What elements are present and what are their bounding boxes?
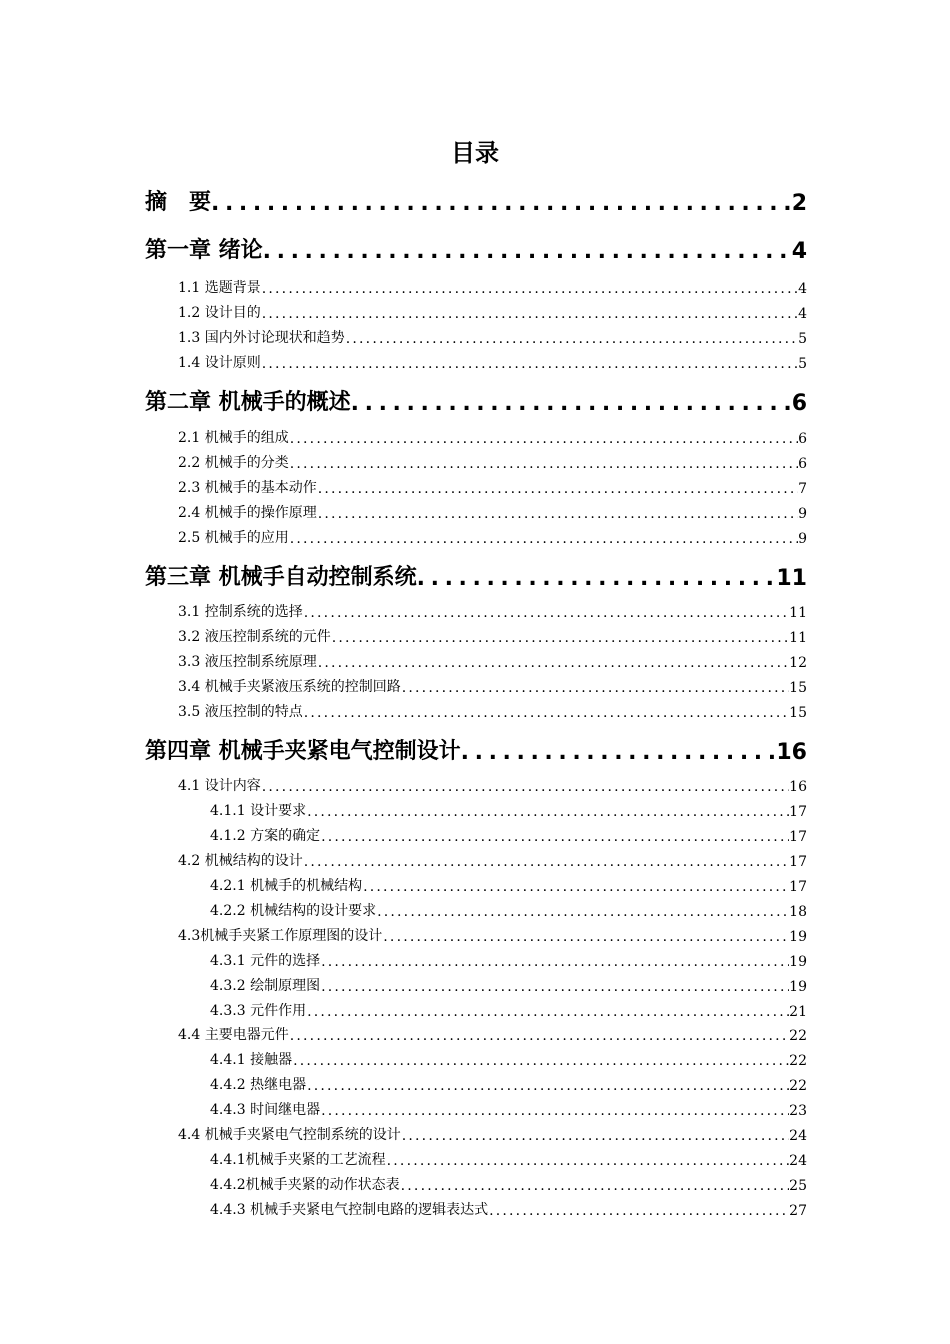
toc-section-entry[interactable]	[178, 452, 807, 472]
dot-leader	[304, 705, 789, 721]
toc-entry-label: 4.2 机械结构的设计	[178, 853, 303, 869]
toc-entry-label: 第一章 绪论	[145, 238, 263, 263]
dot-leader	[304, 854, 789, 870]
toc-section-entry[interactable]	[178, 626, 807, 646]
toc-page-number: 11	[789, 605, 807, 621]
dot-leader	[263, 239, 792, 264]
toc-section-entry[interactable]	[210, 800, 807, 820]
toc-entry-label: 2.2 机械手的分类	[178, 455, 289, 471]
toc-section-entry[interactable]	[178, 502, 807, 522]
toc-page-number: 6	[798, 456, 807, 472]
toc-page-number: 6	[798, 431, 807, 447]
toc-page-number: 15	[789, 680, 807, 696]
dot-leader	[387, 1153, 790, 1169]
toc-section-entry[interactable]	[210, 900, 807, 920]
toc-page-number: 23	[789, 1103, 807, 1119]
toc-entry-label: 4.1.1 设计要求	[210, 803, 307, 819]
dot-leader	[290, 531, 798, 547]
toc-chapter-entry[interactable]	[145, 735, 807, 765]
toc-section-entry[interactable]	[178, 775, 807, 795]
dot-leader	[211, 191, 792, 216]
toc-page-number: 4	[798, 306, 807, 322]
toc-section-entry[interactable]	[178, 1024, 807, 1044]
toc-section-entry[interactable]	[210, 1049, 807, 1069]
dot-leader	[293, 1053, 789, 1069]
toc-page-number: 17	[789, 804, 807, 820]
dot-leader	[402, 680, 789, 696]
toc-entry-label: 4.3.3 元件作用	[210, 1003, 307, 1019]
toc-page-number: 27	[789, 1203, 807, 1219]
toc-page-number: 24	[789, 1128, 807, 1144]
toc-section-entry[interactable]	[210, 1174, 807, 1194]
toc-entry-label: 4.3机械手夹紧工作原理图的设计	[178, 928, 383, 944]
toc-page-number: 19	[789, 954, 807, 970]
toc-section-entry[interactable]	[178, 676, 807, 696]
toc-page-number: 17	[789, 854, 807, 870]
dot-leader	[417, 566, 777, 591]
toc-page-number: 18	[789, 904, 807, 920]
dot-leader	[461, 740, 777, 765]
toc-page-number: 5	[798, 356, 807, 372]
toc-section-entry[interactable]	[178, 327, 807, 347]
toc-page-number: 7	[798, 481, 807, 497]
toc-section-entry[interactable]	[178, 277, 807, 297]
dot-leader	[321, 954, 789, 970]
toc-entry-label: 第三章 机械手自动控制系统	[145, 565, 417, 590]
toc-page-number: 11	[789, 630, 807, 646]
toc-section-entry[interactable]	[178, 302, 807, 322]
toc-section-entry[interactable]	[178, 850, 807, 870]
toc-entry-label: 3.4 机械手夹紧液压系统的控制回路	[178, 679, 401, 695]
toc-page-number: 25	[789, 1178, 807, 1194]
toc-chapter-entry[interactable]	[145, 234, 807, 264]
toc-entry-label: 3.3 液压控制系统原理	[178, 654, 317, 670]
dot-leader	[290, 431, 798, 447]
toc-entry-label: 4.1 设计内容	[178, 778, 261, 794]
dot-leader	[262, 356, 798, 372]
toc-page-number: 16	[789, 779, 807, 795]
toc-entry-label: 4.4.2机械手夹紧的动作状态表	[210, 1177, 400, 1193]
toc-page-number: 21	[789, 1004, 807, 1020]
toc-page-number: 24	[789, 1153, 807, 1169]
toc-section-entry[interactable]	[178, 477, 807, 497]
toc-page-number: 16	[776, 740, 807, 765]
toc-entry-label: 2.1 机械手的组成	[178, 430, 289, 446]
toc-page-number: 15	[789, 705, 807, 721]
dot-leader	[262, 779, 789, 795]
toc-entry-label: 3.1 控制系统的选择	[178, 604, 303, 620]
dot-leader	[290, 1028, 789, 1044]
toc-page-number: 5	[798, 331, 807, 347]
toc-section-entry[interactable]	[210, 875, 807, 895]
toc-page-number: 12	[789, 655, 807, 671]
dot-leader	[318, 481, 798, 497]
toc-page-number: 22	[789, 1078, 807, 1094]
toc-section-entry[interactable]	[178, 601, 807, 621]
dot-leader	[318, 655, 789, 671]
toc-entry-label: 第四章 机械手夹紧电气控制设计	[145, 739, 461, 764]
toc-entry-label: 4.2.1 机械手的机械结构	[210, 878, 363, 894]
toc-section-entry[interactable]	[178, 527, 807, 547]
toc-page-number: 4	[798, 281, 807, 297]
dot-leader	[307, 1078, 789, 1094]
toc-section-entry[interactable]	[210, 1199, 807, 1219]
toc-page-number: 19	[789, 979, 807, 995]
dot-leader	[332, 630, 789, 646]
dot-leader	[290, 456, 798, 472]
dot-leader	[318, 506, 798, 522]
toc-entry-label: 摘 要	[145, 190, 212, 215]
dot-leader	[363, 879, 789, 895]
toc-entry-label: 4.3.2 绘制原理图	[210, 978, 321, 994]
toc-section-entry[interactable]	[178, 925, 807, 945]
dot-leader	[262, 306, 798, 322]
toc-entry-label: 4.1.2 方案的确定	[210, 828, 321, 844]
toc-entry-label: 第二章 机械手的概述	[145, 390, 351, 415]
toc-entry-label: 2.4 机械手的操作原理	[178, 505, 317, 521]
toc-chapter-entry[interactable]	[145, 386, 807, 416]
dot-leader	[321, 979, 789, 995]
dot-leader	[321, 1103, 789, 1119]
toc-section-entry[interactable]	[210, 1000, 807, 1020]
toc-section-entry[interactable]	[210, 1099, 807, 1119]
dot-leader	[401, 1178, 790, 1194]
toc-entry-label: 3.5 液压控制的特点	[178, 704, 303, 720]
toc-entry-label: 4.4 机械手夹紧电气控制系统的设计	[178, 1127, 401, 1143]
toc-chapter-entry[interactable]	[145, 561, 807, 591]
page-title: 目录	[451, 139, 499, 167]
toc-section-entry[interactable]	[178, 701, 807, 721]
toc-page-number: 11	[776, 566, 807, 591]
toc-entry-label: 4.4.3 时间继电器	[210, 1102, 321, 1118]
toc-section-entry[interactable]	[210, 1074, 807, 1094]
toc-section-entry[interactable]	[178, 427, 807, 447]
dot-leader	[346, 331, 798, 347]
toc-entry-label: 4.2.2 机械结构的设计要求	[210, 903, 377, 919]
toc-entry-label: 4.4.1机械手夹紧的工艺流程	[210, 1152, 386, 1168]
toc-section-entry[interactable]	[210, 1149, 807, 1169]
toc-entry-label: 1.1 选题背景	[178, 280, 261, 296]
dot-leader	[377, 904, 789, 920]
toc-page-number: 17	[789, 879, 807, 895]
toc-entry-label: 3.2 液压控制系统的元件	[178, 629, 331, 645]
toc-page-number: 4	[791, 239, 807, 264]
toc-entry-label: 2.5 机械手的应用	[178, 530, 289, 546]
dot-leader	[402, 1128, 789, 1144]
toc-entry-label: 1.2 设计目的	[178, 305, 261, 321]
dot-leader	[489, 1203, 789, 1219]
toc-page-number: 9	[798, 531, 807, 547]
toc-page-number: 17	[789, 829, 807, 845]
toc-page-number: 22	[789, 1028, 807, 1044]
toc-section-entry[interactable]	[178, 352, 807, 372]
toc-entry-label: 4.4 主要电器元件	[178, 1027, 289, 1043]
toc-section-entry[interactable]	[210, 950, 807, 970]
dot-leader	[307, 804, 789, 820]
dot-leader	[304, 605, 789, 621]
toc-section-entry[interactable]	[178, 651, 807, 671]
toc-entry-label: 4.4.3 机械手夹紧电气控制电路的逻辑表达式	[210, 1202, 489, 1218]
toc-section-entry[interactable]	[178, 1124, 807, 1144]
dot-leader	[383, 929, 789, 945]
toc-page-number: 6	[791, 391, 807, 416]
toc-entry-label: 1.3 国内外讨论现状和趋势	[178, 330, 345, 346]
toc-entry-label: 4.4.2 热继电器	[210, 1077, 307, 1093]
toc-page-number: 19	[789, 929, 807, 945]
dot-leader	[262, 281, 798, 297]
toc-page-number: 9	[798, 506, 807, 522]
toc-entry-label: 2.3 机械手的基本动作	[178, 480, 317, 496]
dot-leader	[321, 829, 789, 845]
toc-entry-label: 4.4.1 接触器	[210, 1052, 293, 1068]
toc-entry-label: 4.3.1 元件的选择	[210, 953, 321, 969]
toc-chapter-entry[interactable]	[145, 186, 807, 216]
dot-leader	[351, 391, 792, 416]
toc-section-entry[interactable]	[210, 825, 807, 845]
toc-page-number: 2	[791, 191, 807, 216]
toc-page-number: 22	[789, 1053, 807, 1069]
dot-leader	[307, 1004, 789, 1020]
toc-section-entry[interactable]	[210, 975, 807, 995]
toc-entry-label: 1.4 设计原则	[178, 355, 261, 371]
